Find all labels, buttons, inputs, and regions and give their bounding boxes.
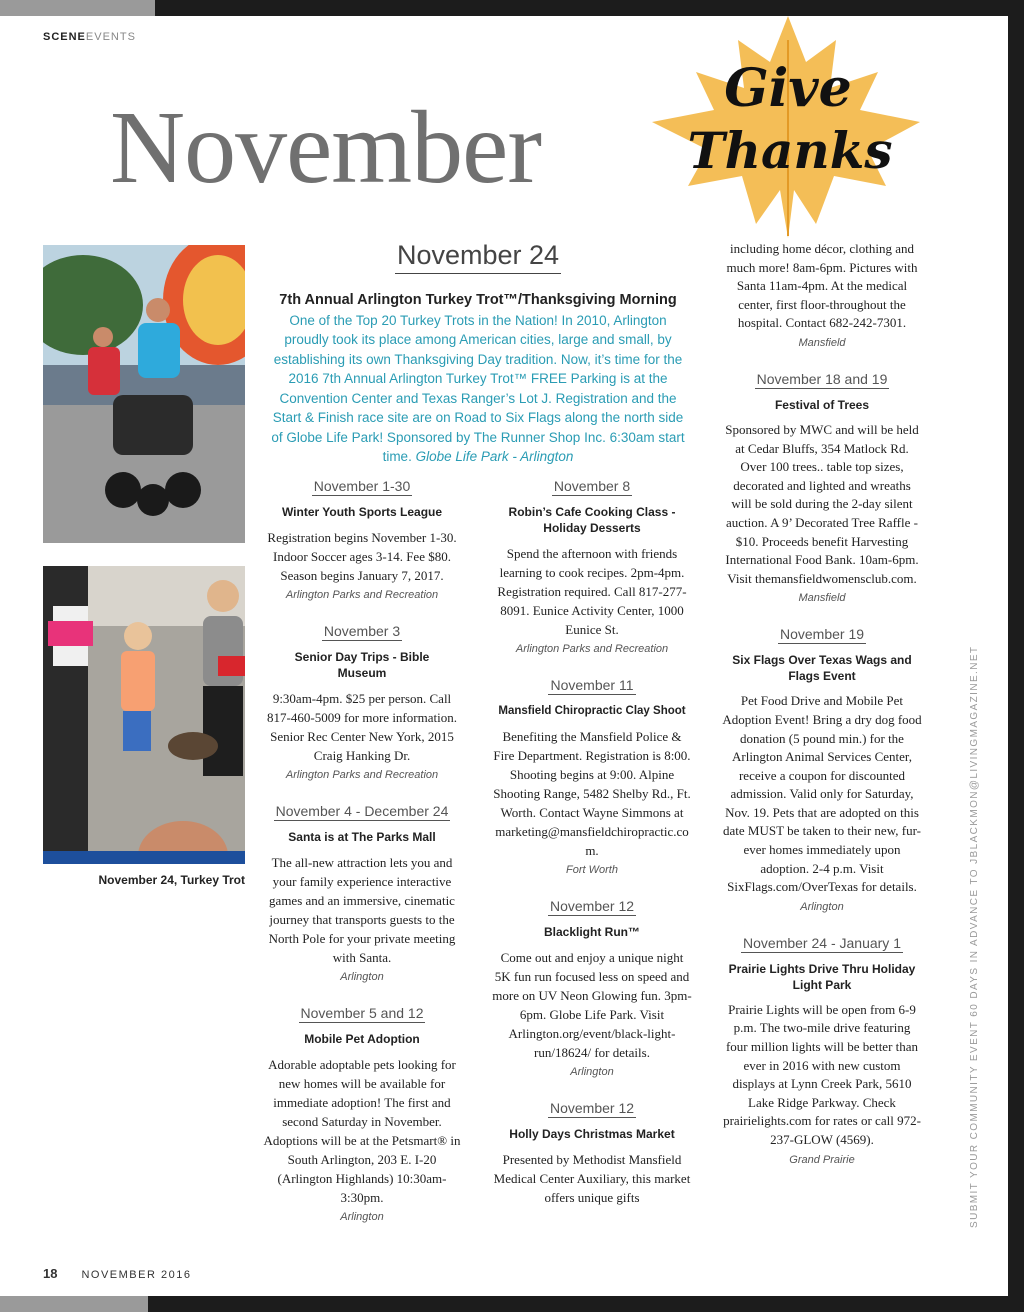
photo-turkey-trot-girl bbox=[43, 566, 245, 864]
event-title: Santa is at The Parks Mall bbox=[288, 830, 436, 844]
event-date: November 3 bbox=[323, 623, 401, 639]
event-listing bbox=[492, 898, 692, 1078]
event-title: Blacklight Run™ bbox=[543, 925, 640, 939]
event-date: November 5 and 12 bbox=[300, 1005, 424, 1021]
event-location: Mansfield bbox=[798, 592, 846, 605]
event-location: Arlington bbox=[800, 900, 844, 913]
featured-event-title: 7th Annual Arlington Turkey Trot™/Thanksgiving Morning bbox=[279, 292, 677, 308]
event-location: Arlington bbox=[570, 1066, 614, 1078]
event-title: Robin’s Cafe Cooking Class - Holiday Desserts bbox=[508, 505, 676, 535]
event-title: Winter Youth Sports League bbox=[281, 505, 443, 519]
events-column-middle bbox=[492, 478, 692, 1229]
event-description: Registration begins November 1-30. Indoor Soccer ages 3-14. Fee $80. Season begins January 7, 2017. bbox=[267, 530, 457, 583]
give-thanks-line1: Give bbox=[724, 58, 852, 119]
event-location: Mansfield bbox=[798, 336, 846, 349]
featured-event-location: Globe Life Park - Arlington bbox=[415, 449, 574, 464]
event-date: November 19 bbox=[779, 626, 865, 643]
event-location: Arlington Parks and Recreation bbox=[285, 769, 439, 781]
photo-turkey-trot-runners bbox=[43, 245, 245, 543]
event-location: Fort Worth bbox=[566, 864, 618, 876]
give-thanks-line2: Thanks bbox=[687, 121, 893, 180]
event-title: Senior Day Trips - Bible Museum bbox=[294, 650, 430, 680]
event-listing bbox=[262, 1005, 462, 1223]
featured-event-date: November 24 bbox=[395, 240, 561, 274]
photo-caption: November 24, Turkey Trot bbox=[98, 873, 245, 887]
events-column-right bbox=[722, 240, 922, 1188]
event-date: November 4 - December 24 bbox=[275, 803, 449, 819]
event-listing bbox=[722, 371, 922, 604]
event-listing bbox=[492, 1100, 692, 1207]
page-title: November bbox=[110, 90, 541, 205]
page-footer bbox=[43, 1266, 191, 1281]
events-column-left bbox=[262, 478, 462, 1245]
event-description: Come out and enjoy a unique night 5K fun run focused less on speed and more on UV Neon Glowing fun. 3pm-6pm. Globe Life Park. Visit Arlington.org/event/black-light-run/18624/ for details. bbox=[492, 950, 692, 1060]
event-listing bbox=[722, 935, 922, 1166]
event-title: Prairie Lights Drive Thru Holiday Light Park bbox=[728, 961, 916, 992]
section-label-light: EVENTS bbox=[85, 31, 136, 43]
event-location: Arlington bbox=[340, 971, 384, 983]
event-title: Six Flags Over Texas Wags and Flags Event bbox=[732, 653, 912, 684]
featured-event bbox=[268, 240, 688, 467]
issue-date: NOVEMBER 2016 bbox=[81, 1269, 192, 1281]
featured-event-body: One of the Top 20 Turkey Trots in the Nation! In 2010, Arlington proudly took its place among American cities, large and small, by establishing its own Thanksgiving Day tradition. Now, it’s time for the 2016 7th Annual Arlington Turkey Trot™ FREE Parking is at the Convention Center and Texas Ranger’s Lot J. Registration and the Start & Finish race site are on Road to Six Flags along the north side of Globe Life Park! Sponsored by The Runner Shop Inc. 6:30am start time. bbox=[271, 312, 685, 464]
event-title: Festival of Trees bbox=[774, 397, 870, 412]
event-listing-continued bbox=[722, 240, 922, 349]
section-label bbox=[43, 31, 136, 43]
event-description: Sponsored by MWC and will be held at Cedar Bluffs, 354 Matlock Rd. Over 100 trees.. table top sizes, decorated and lighted and wreaths will be sold during the 2-day silent auction. A 9’ Decorated Tree Raffle - $10. Proceeds benefit Harvesting International Food Bank. 10am-6pm. Visit themansfieldwomensclub.com. bbox=[725, 421, 919, 586]
frame-right bbox=[1008, 0, 1024, 1312]
event-date: November 8 bbox=[553, 478, 631, 494]
event-description: 9:30am-4pm. $25 per person. Call 817-460-5009 for more information. Senior Rec Center New York, 2015 Craig Hanking Dr. bbox=[267, 691, 457, 763]
event-description: Prairie Lights will be open from 6-9 p.m. The two-mile drive featuring four million lights will be better than ever in 2016 with new custom displays at Lynn Creek Park, 5610 Lake Ridge Parkway. Check prairielights.com for rates or call 972-237-GLOW (4569). bbox=[723, 1001, 921, 1147]
page-number: 18 bbox=[43, 1266, 58, 1281]
event-location: Grand Prairie bbox=[789, 1153, 855, 1166]
event-location: Arlington Parks and Recreation bbox=[285, 589, 439, 601]
event-description: Pet Food Drive and Mobile Pet Adoption Event! Bring a dry dog food donation (5 pound min.) for the Arlington Animal Services Center, receive a coupon for discounted admission. Valid only for Saturday, Nov. 19. Pets that are adopted on this date MUST be taken to their new, fur-ever homes immediately upon adoption. 2-4 p.m. Visit SixFlags.com/OverTexas for details. bbox=[722, 693, 922, 895]
event-description: Presented by Methodist Mansfield Medical Center Auxiliary, this market offers unique gifts bbox=[493, 1152, 691, 1205]
event-listing bbox=[262, 623, 462, 781]
event-description: Benefiting the Mansfield Police & Fire Department. Registration is 8:00. Shooting begins at 9:00. Alpine Shooting Range, 5482 Shelby Rd., Ft. Worth. Contact Wayne Simmons at marketing@mansfieldchiropractic.com. bbox=[493, 729, 691, 858]
section-label-bold: SCENE bbox=[43, 31, 86, 43]
event-title: Mobile Pet Adoption bbox=[304, 1032, 420, 1046]
maple-leaf-illustration bbox=[638, 10, 928, 240]
event-location: Arlington Parks and Recreation bbox=[515, 643, 669, 655]
event-description-continued: including home décor, clothing and much more! 8am-6pm. Pictures with Santa 11am-4pm. At the medical center, first floor-throughout the hospital. Contact 682-242-7301. bbox=[726, 241, 918, 331]
event-description: The all-new attraction lets you and your family experience interactive games and an immersive, cinematic journey that transports guests to the North Pole for your private meeting with Santa. bbox=[268, 855, 456, 965]
featured-event-text bbox=[268, 290, 688, 467]
event-listing bbox=[262, 803, 462, 983]
event-date: November 11 bbox=[550, 677, 634, 693]
event-location: Arlington bbox=[340, 1211, 384, 1223]
event-listing bbox=[262, 478, 462, 601]
frame-bottom-accent bbox=[0, 1296, 148, 1312]
event-date: November 18 and 19 bbox=[756, 370, 888, 387]
frame-bottom bbox=[0, 1296, 1024, 1312]
event-date: November 12 bbox=[549, 898, 635, 914]
event-description: Spend the afternoon with friends learning to cook recipes. 2pm-4pm. Registration required. Call 817-277-8091. Eunice Activity Center, 1000 Eunice St. bbox=[497, 546, 687, 637]
event-description: Adorable adoptable pets looking for new homes will be available for immediate adoption! The first and second Saturday in November. Adoptions will be at the Petsmart® in South Arlington, 203 E. I-20 (Arlington Highlands) 10:30am-3:30pm. bbox=[263, 1057, 461, 1205]
event-listing bbox=[492, 478, 692, 655]
event-date: November 12 bbox=[549, 1100, 635, 1116]
event-date: November 24 - January 1 bbox=[743, 934, 901, 951]
event-title: Holly Days Christmas Market bbox=[509, 1127, 675, 1141]
event-title: Mansfield Chiropractic Clay Shoot bbox=[498, 705, 686, 717]
frame-top-accent bbox=[0, 0, 155, 16]
submission-note: SUBMIT YOUR COMMUNITY EVENT 60 DAYS IN ADVANCE TO JBLACKMON@LIVINGMAGAZINE.NET bbox=[969, 645, 980, 1228]
event-date: November 1-30 bbox=[313, 478, 411, 494]
event-listing bbox=[722, 626, 922, 913]
event-listing bbox=[492, 677, 692, 876]
